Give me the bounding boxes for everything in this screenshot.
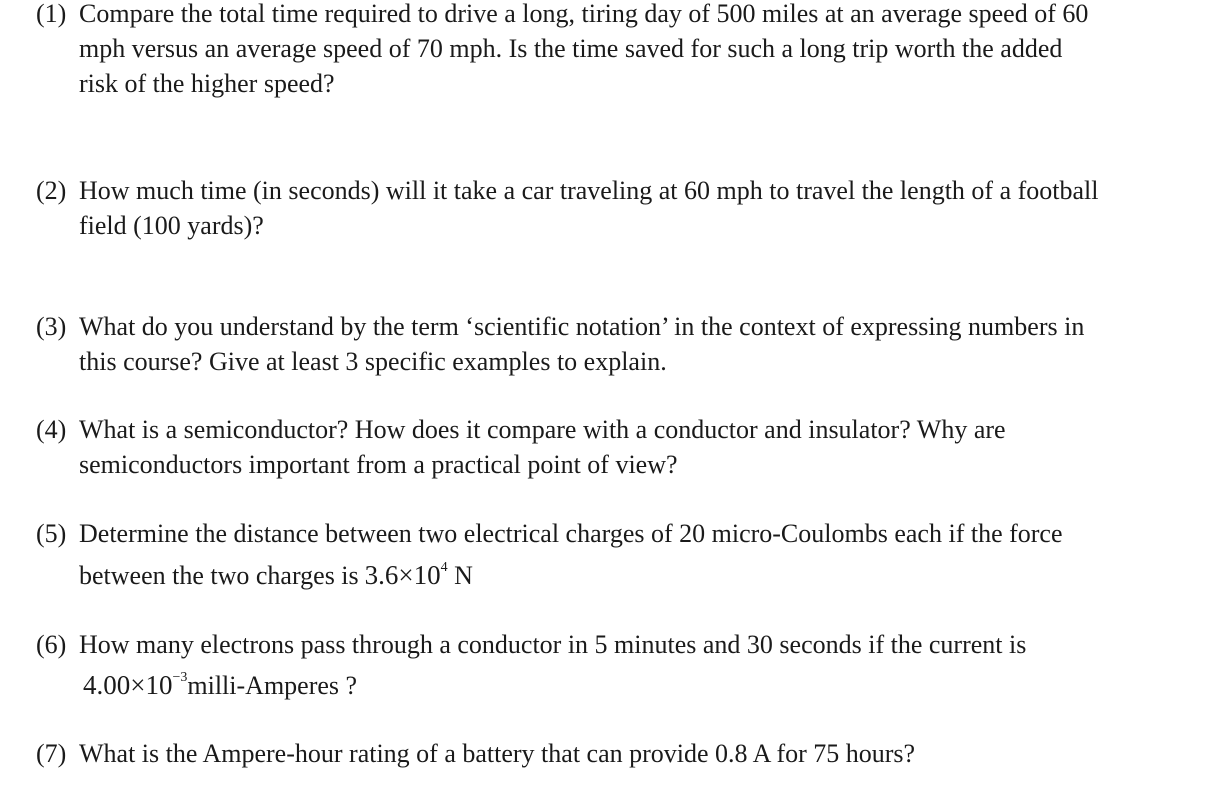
question-line: What do you understand by the term ‘scientific notation’ in the context of expressing numbers in [79, 312, 1085, 341]
mantissa: 3.6×10 [364, 560, 441, 590]
question-line: risk of the higher speed? [79, 69, 335, 98]
unit: milli-Amperes ? [187, 671, 358, 700]
question-7 [36, 736, 1196, 771]
question-line: Determine the distance between two electrical charges of 20 micro-Coulombs each if the force [79, 519, 1063, 548]
question-4 [36, 412, 1196, 482]
question-text [79, 514, 1196, 596]
question-number: (5) [36, 519, 67, 548]
unit: N [454, 561, 473, 590]
question-5 [36, 514, 1196, 596]
question-number: (2) [36, 176, 67, 205]
exponent: 4 [440, 560, 448, 575]
question-text [79, 173, 1196, 243]
question-line: How much time (in seconds) will it take a car traveling at 60 mph to travel the length of a football [79, 176, 1099, 205]
question-line: field (100 yards)? [79, 211, 264, 240]
question-text [79, 309, 1196, 379]
mantissa: 4.00×10 [83, 670, 173, 700]
question-text [79, 0, 1196, 101]
question-text [79, 412, 1196, 482]
question-line: What is the Ampere-hour rating of a battery that can provide 0.8 A for 75 hours? [79, 739, 916, 768]
question-2 [36, 173, 1196, 243]
question-line: semiconductors important from a practical point of view? [79, 450, 678, 479]
question-line: Compare the total time required to drive a long, tiring day of 500 miles at an average speed of 60 [79, 0, 1089, 28]
question-number: (6) [36, 630, 67, 659]
question-text [79, 624, 1196, 706]
scientific-notation [83, 670, 187, 700]
question-6 [36, 624, 1196, 706]
question-line: this course? Give at least 3 specific examples to explain. [79, 347, 667, 376]
question-number: (4) [36, 415, 67, 444]
question-line-with-math [79, 555, 1196, 596]
question-1 [36, 0, 1196, 101]
scientific-notation [365, 560, 448, 590]
exponent: −3 [172, 670, 188, 685]
question-number: (7) [36, 739, 67, 768]
question-number: (1) [36, 0, 67, 28]
question-3 [36, 309, 1196, 379]
question-text-fragment: between the two charges is [79, 561, 359, 590]
question-text [79, 736, 1196, 771]
question-line: mph versus an average speed of 70 mph. Is the time saved for such a long trip worth the added [79, 34, 1063, 63]
question-number: (3) [36, 312, 67, 341]
question-line: How many electrons pass through a conductor in 5 minutes and 30 seconds if the current is [79, 630, 1027, 659]
question-line-with-math [79, 665, 1196, 706]
question-line: What is a semiconductor? How does it compare with a conductor and insulator? Why are [79, 415, 1006, 444]
